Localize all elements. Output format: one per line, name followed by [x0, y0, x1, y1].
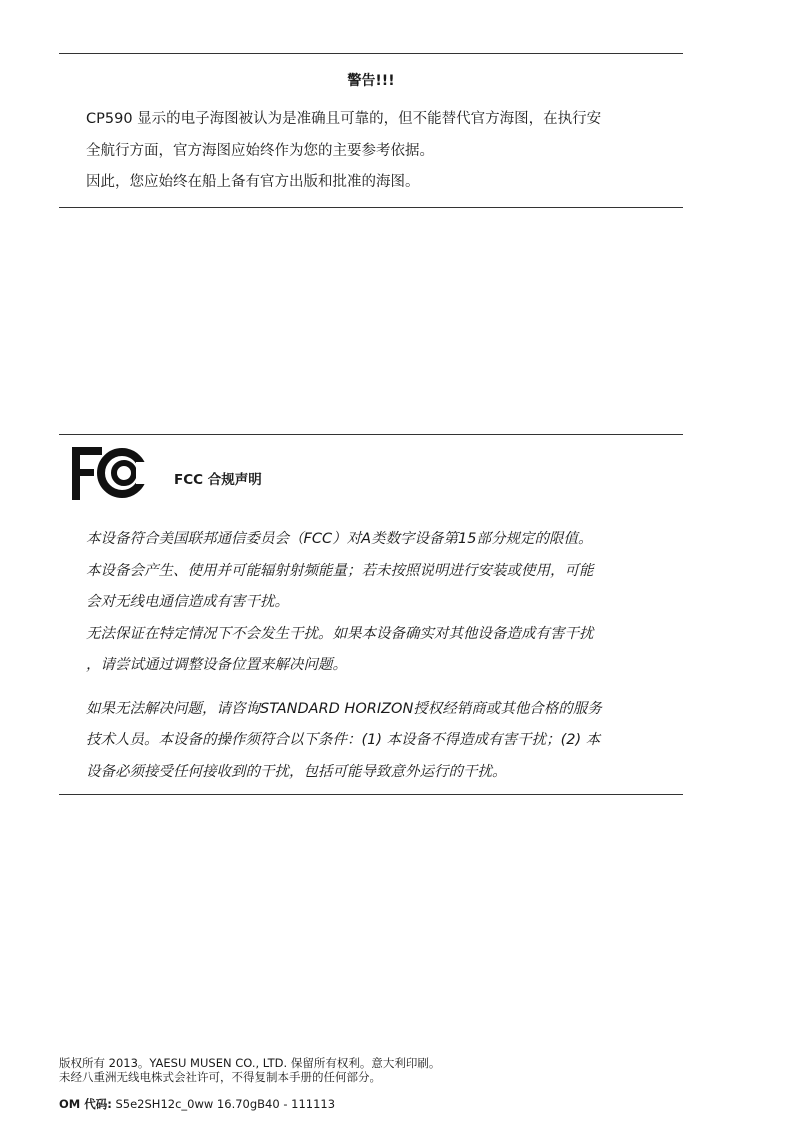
om-code-value: S5e2SH12c_0ww 16.70gB40 - 111113 [115, 1097, 336, 1111]
copyright-line: 未经八重洲无线电株式会社许可，不得复制本手册的任何部分。 [59, 1069, 381, 1084]
fcc-top-rule [59, 434, 683, 435]
fcc-line: 本设备会产生、使用并可能辐射射频能量；若未按照说明进行安装或使用，可能 [86, 562, 594, 579]
warning-line: CP590 显示的电子海图被认为是准确且可靠的，但不能替代官方海图，在执行安 [86, 111, 602, 127]
fcc-line: ，请尝试通过调整设备位置来解决问题。 [86, 657, 347, 673]
om-code-label: OM 代码: [59, 1097, 112, 1111]
fcc-statement [86, 524, 676, 788]
warning-text [86, 104, 671, 199]
paragraph-gap [86, 682, 676, 694]
fcc-line: 会对无线电通信造成有害干扰。 [86, 594, 289, 610]
copyright-notice [59, 1057, 440, 1084]
fcc-title: FCC 合规声明 [174, 472, 262, 488]
om-code [59, 1096, 335, 1112]
warning-line: 全航行方面，官方海图应始终作为您的主要参考依据。 [86, 142, 434, 159]
fcc-line: 如果无法解决问题，请咨询STANDARD HORIZON授权经销商或其他合格的服务 [86, 700, 602, 717]
fcc-line: 设备必须接受任何接收到的干扰，包括可能导致意外运行的干扰。 [86, 763, 507, 780]
warning-line: 因此，您应始终在船上备有官方出版和批准的海图。 [86, 174, 420, 190]
fcc-line: 技术人员。本设备的操作须符合以下条件：(1) 本设备不得造成有害干扰；(2) 本 [86, 732, 601, 748]
fcc-bottom-rule [59, 794, 683, 795]
warning-title: 警告!!! [347, 73, 395, 89]
warning-bottom-rule [59, 207, 683, 208]
fcc-line: 本设备符合美国联邦通信委员会（FCC）对A类数字设备第15部分规定的限值。 [86, 531, 593, 547]
fcc-logo-icon [72, 445, 154, 501]
copyright-line: 版权所有 2013。YAESU MUSEN CO., LTD. 保留所有权利。意大利印刷。 [59, 1056, 441, 1070]
warning-top-rule [59, 53, 683, 54]
fcc-line: 无法保证在特定情况下不会发生干扰。如果本设备确实对其他设备造成有害干扰 [86, 625, 594, 642]
